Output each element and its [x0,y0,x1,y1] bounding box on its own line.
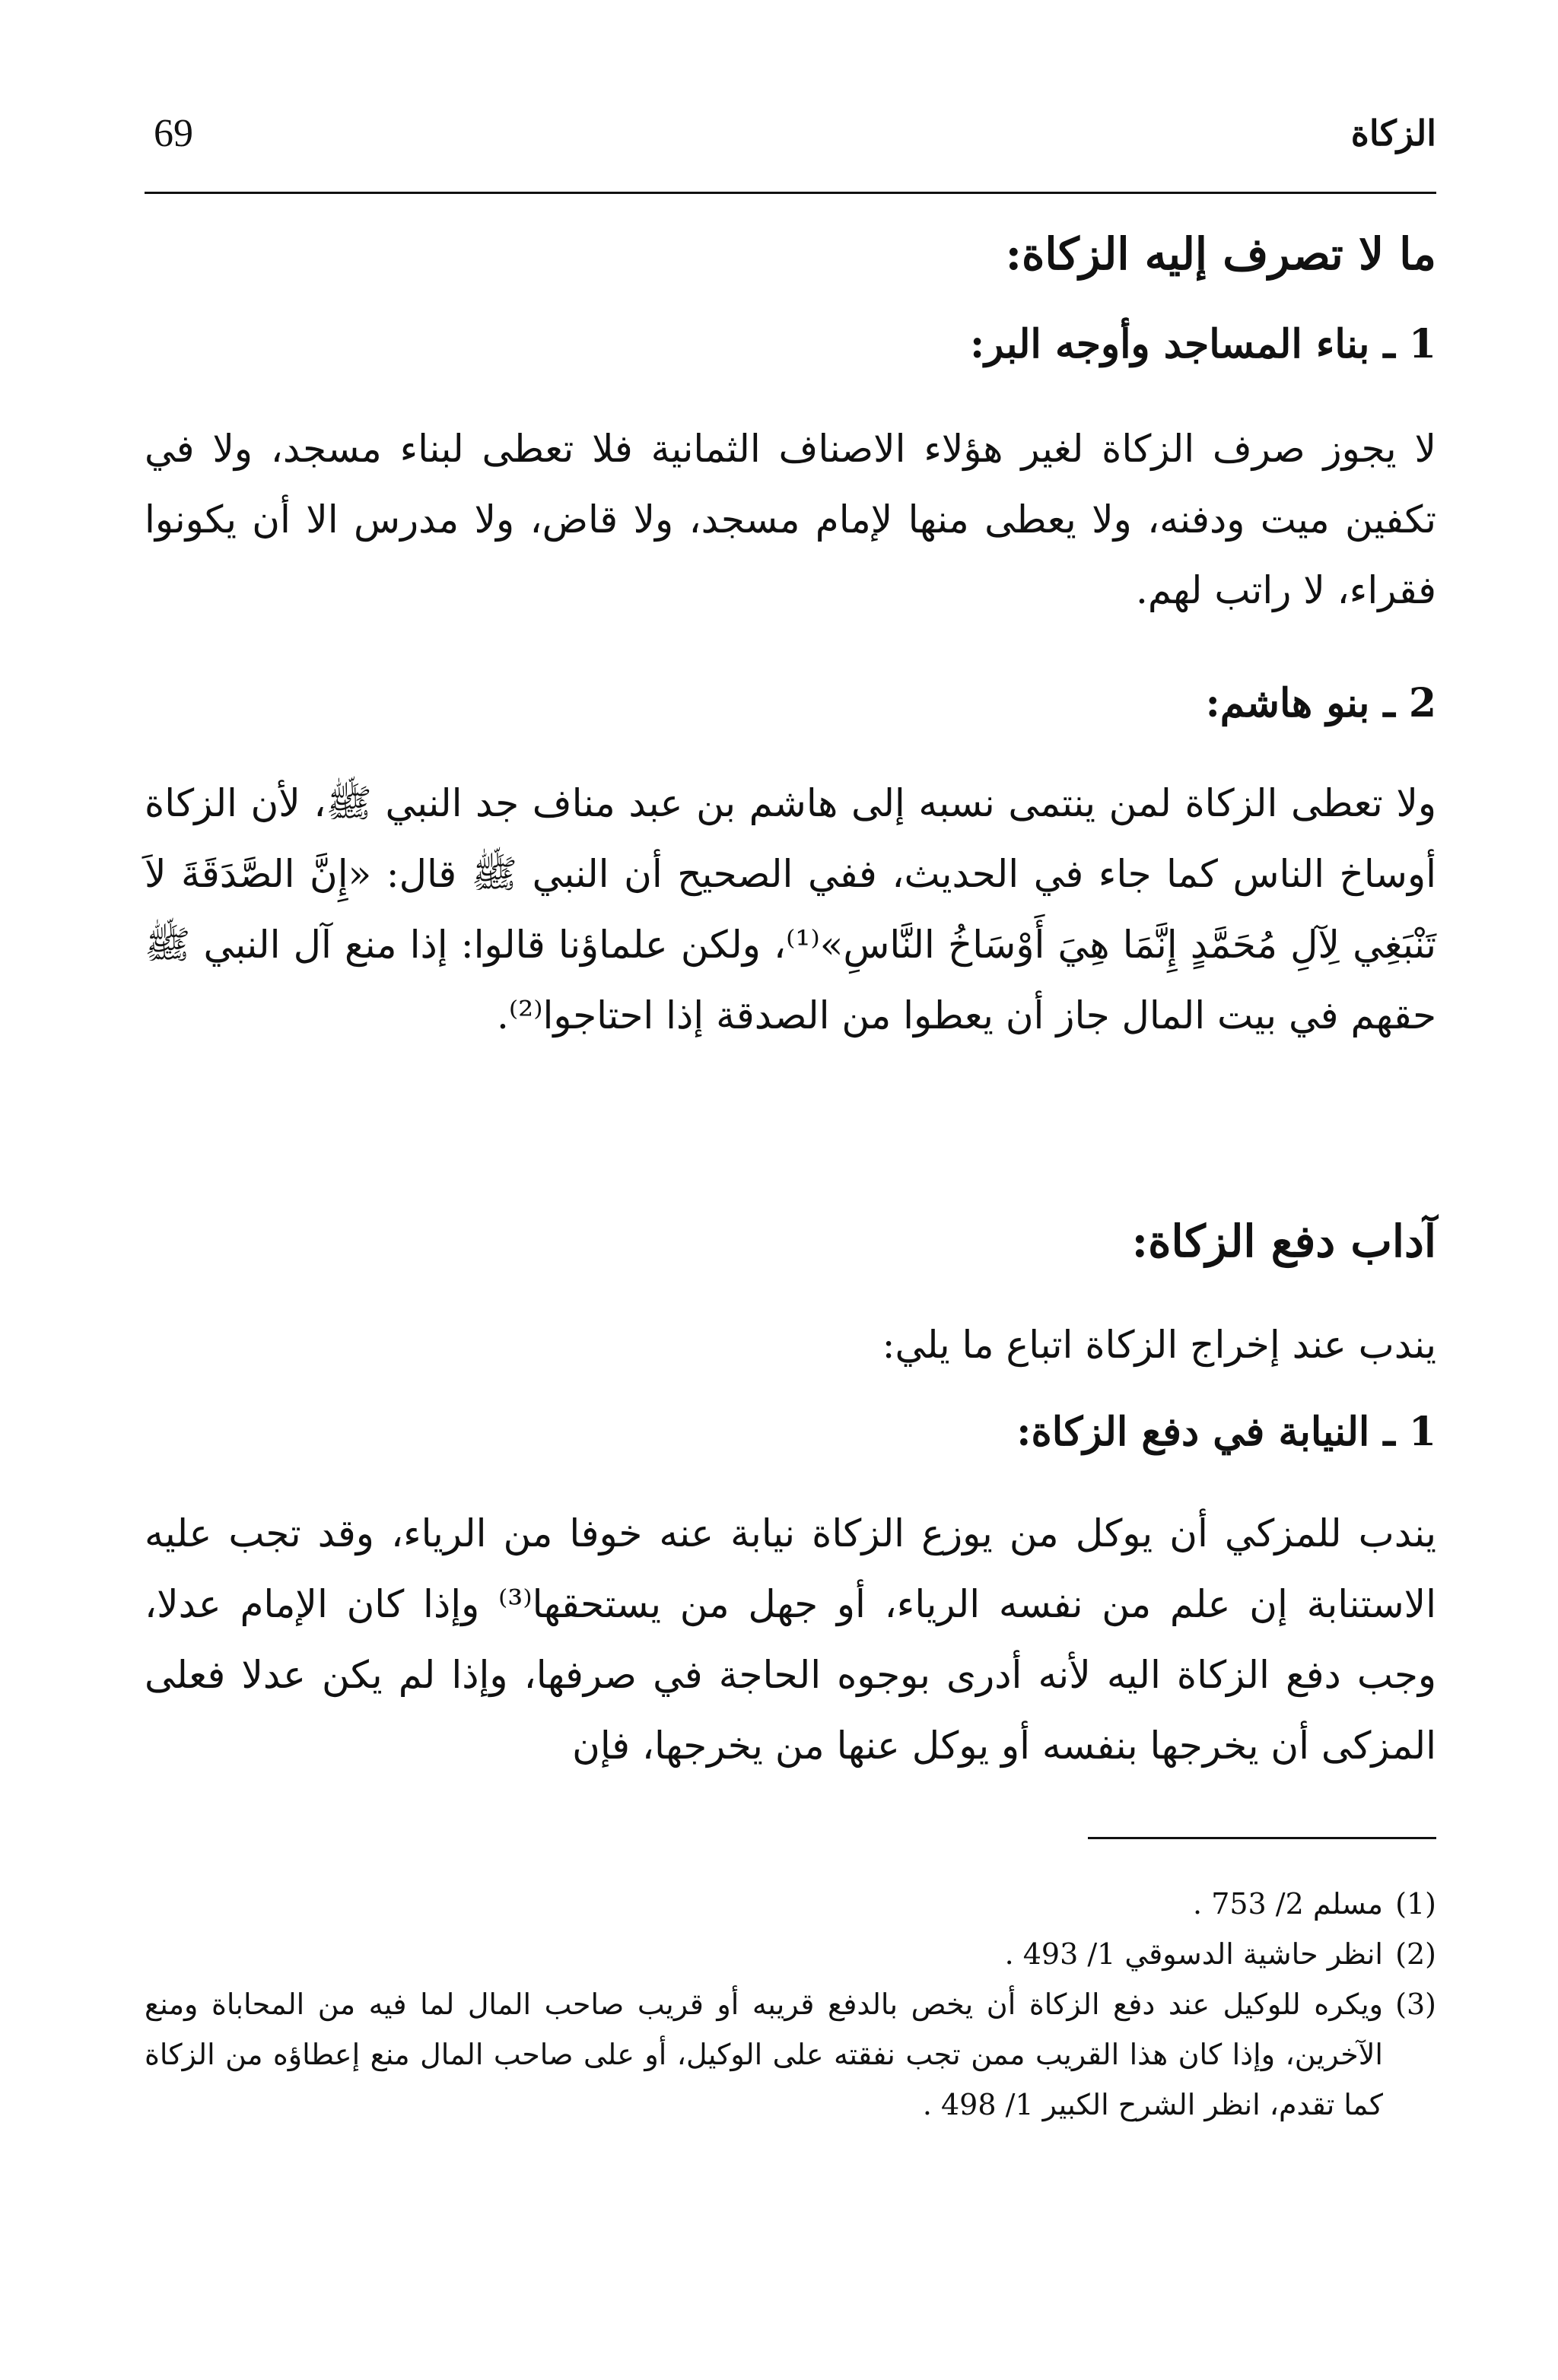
footnote-text: مسلم 2/ 753 . [1193,1887,1383,1921]
page-header [145,106,1436,163]
footnote-text: انظر حاشية الدسوقي 1/ 493 . [1004,1937,1383,1971]
footnote-divider [1088,1837,1436,1839]
footnote [145,1979,1436,2130]
paragraph-etiquette-intro: يندب عند إخراج الزكاة اتباع ما يلي: [882,1323,1436,1367]
page-number: 69 [154,112,193,155]
section-title-etiquette: آداب دفع الزكاة: [1131,1215,1436,1267]
paragraph-delegation: يندب للمزكي أن يوكل من يوزع الزكاة نيابة عنه خوفا من الرياء، وقد تجب عليه الاستنابة إن علم من نفسه الرياء، أو جهل من يستحقها⁽³⁾ وإذا كان الإمام عدلا، وجب دفع الزكاة اليه لأنه أدرى بوجوه الحاجة في صرفها، وإذا لم يكن عدلا فعلى المزكى أن يخرجها بنفسه أو يوكل عنها من يخرجها، فإن [145,1511,1436,1768]
footnote-text: ويكره للوكيل عند دفع الزكاة أن يخص بالدفع قريبه أو قريب صاحب المال لما فيه من المحاباة ومنع الآخرين، وإذا كان هذا القريب ممن تجب نفقته على الوكيل، أو على صاحب المال منع إعطاؤه من الزكاة كما تقدم، انظر الشرح الكبير 1/ 498 . [145,1988,1383,2121]
footnote-number: (1) [1395,1887,1436,1921]
paragraph-banu-hashim: ولا تعطى الزكاة لمن ينتمى نسبه إلى هاشم بن عبد مناف جد النبي ﷺ، لأن الزكاة أوساخ الناس كما جاء في الحديث، ففي الصحيح أن النبي ﷺ قال: «إِنَّ الصَّدَقَةَ لاَ تَنْبَغِي لِآلِ مُحَمَّدٍ إِنَّمَا هِيَ أَوْسَاخُ النَّاسِ»⁽¹⁾، ولكن علماؤنا قالوا: إذا منع آل النبي ﷺ حقهم في بيت المال جاز أن يعطوا من الصدقة إذا احتاجوا⁽²⁾. [145,781,1436,1037]
paragraph-mosques: لا يجوز صرف الزكاة لغير هؤلاء الاصناف الثمانية فلا تعطى لبناء مسجد، ولا في تكفين ميت ودفنه، ولا يعطى منها لإمام مسجد، ولا قاض، ولا مدرس الا أن يكونوا فقراء، لا راتب لهم. [145,427,1436,612]
footnote-number: (2) [1395,1937,1436,1971]
subheading-delegation: 1 ـ النيابة في دفع الزكاة: [1016,1409,1436,1455]
running-title: الزكاة [1350,113,1436,154]
section-title-not-eligible: ما لا تصرف إليه الزكاة: [1005,228,1436,280]
subheading-mosques: 1 ـ بناء المساجد وأوجه البر: [970,321,1436,367]
footnotes [145,1879,1436,2130]
subheading-banu-hashim: 2 ـ بنو هاشم: [1205,680,1436,726]
footnote-number: (3) [1395,1988,1436,2021]
footnote [145,1929,1436,1979]
footnote [145,1879,1436,1929]
header-divider [145,192,1436,194]
